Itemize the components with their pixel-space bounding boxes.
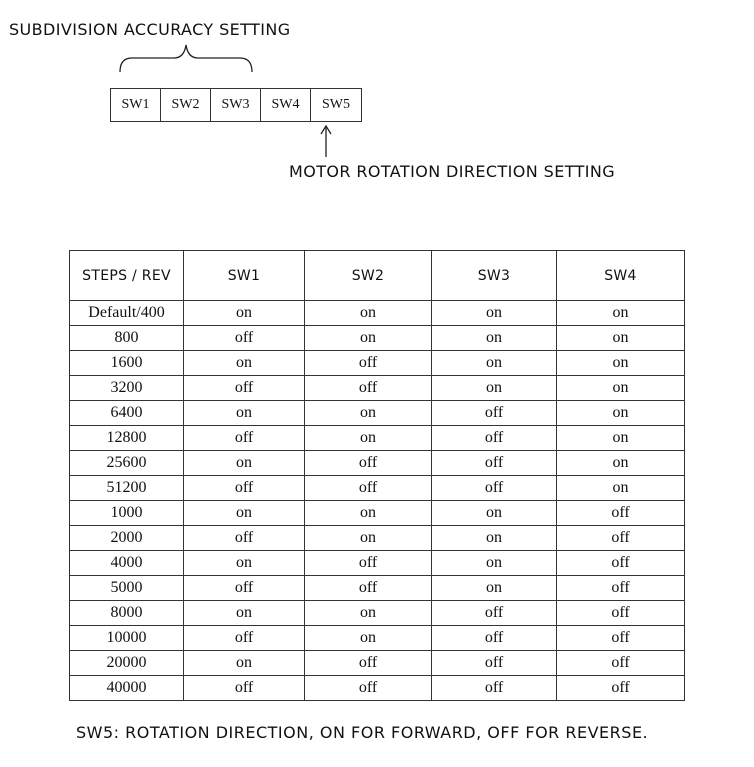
switch-state-cell: on bbox=[432, 551, 557, 576]
switch-state-cell: on bbox=[557, 376, 685, 401]
switch-state-cell: on bbox=[305, 626, 432, 651]
switch-state-cell: on bbox=[184, 451, 305, 476]
switch-state-cell: on bbox=[432, 301, 557, 326]
switch-state-cell: on bbox=[432, 326, 557, 351]
switch-state-cell: on bbox=[184, 301, 305, 326]
switch-state-cell: off bbox=[432, 451, 557, 476]
switch-label-sw3: SW3 bbox=[211, 89, 261, 121]
table-row bbox=[70, 476, 685, 501]
switch-state-cell: off bbox=[184, 626, 305, 651]
header-sw4: SW4 bbox=[557, 251, 685, 301]
switch-state-cell: off bbox=[557, 501, 685, 526]
switch-state-cell: off bbox=[305, 451, 432, 476]
switch-state-cell: off bbox=[305, 551, 432, 576]
switch-state-cell: off bbox=[432, 601, 557, 626]
header-steps-per-rev: STEPS / REV bbox=[70, 251, 184, 301]
steps-per-rev-cell: 2000 bbox=[70, 526, 184, 551]
table-row bbox=[70, 351, 685, 376]
table-row bbox=[70, 526, 685, 551]
switch-state-cell: on bbox=[305, 301, 432, 326]
switch-state-cell: on bbox=[557, 426, 685, 451]
switch-label-sw2: SW2 bbox=[161, 89, 211, 121]
steps-per-rev-cell: 8000 bbox=[70, 601, 184, 626]
header-sw2: SW2 bbox=[305, 251, 432, 301]
switch-state-cell: on bbox=[557, 401, 685, 426]
steps-per-rev-cell: 20000 bbox=[70, 651, 184, 676]
switch-state-cell: on bbox=[184, 501, 305, 526]
steps-per-rev-cell: 40000 bbox=[70, 676, 184, 701]
switch-state-cell: off bbox=[184, 426, 305, 451]
switch-state-cell: off bbox=[305, 351, 432, 376]
table-row bbox=[70, 451, 685, 476]
table-header-row bbox=[70, 251, 685, 301]
switch-state-cell: on bbox=[184, 551, 305, 576]
switch-state-cell: off bbox=[305, 576, 432, 601]
switch-state-cell: on bbox=[432, 376, 557, 401]
steps-per-rev-cell: 3200 bbox=[70, 376, 184, 401]
steps-per-rev-cell: 1600 bbox=[70, 351, 184, 376]
switch-state-cell: off bbox=[184, 576, 305, 601]
table-row bbox=[70, 576, 685, 601]
subdivision-accuracy-label: SUBDIVISION ACCURACY SETTING bbox=[9, 20, 291, 39]
curly-brace-icon bbox=[118, 42, 254, 74]
switch-state-cell: off bbox=[432, 651, 557, 676]
switch-state-cell: on bbox=[184, 601, 305, 626]
switch-state-cell: off bbox=[184, 326, 305, 351]
steps-per-rev-cell: 1000 bbox=[70, 501, 184, 526]
sw5-footnote: SW5: ROTATION DIRECTION, ON FOR FORWARD, OFF FOR REVERSE. bbox=[76, 723, 649, 742]
switch-state-cell: on bbox=[432, 351, 557, 376]
table-row bbox=[70, 376, 685, 401]
switch-state-cell: off bbox=[557, 526, 685, 551]
switch-state-cell: on bbox=[305, 326, 432, 351]
table-row bbox=[70, 551, 685, 576]
microstep-settings-table-container bbox=[69, 250, 685, 701]
steps-per-rev-cell: 5000 bbox=[70, 576, 184, 601]
switch-state-cell: off bbox=[557, 576, 685, 601]
table-row bbox=[70, 626, 685, 651]
switch-state-cell: on bbox=[305, 426, 432, 451]
arrow-up-icon bbox=[318, 124, 334, 158]
switch-state-cell: off bbox=[557, 676, 685, 701]
switch-label-sw1: SW1 bbox=[111, 89, 161, 121]
switch-state-cell: off bbox=[557, 601, 685, 626]
table-body bbox=[70, 301, 685, 701]
switch-state-cell: off bbox=[184, 526, 305, 551]
steps-per-rev-cell: 800 bbox=[70, 326, 184, 351]
table-row bbox=[70, 326, 685, 351]
table-row bbox=[70, 426, 685, 451]
switch-state-cell: on bbox=[184, 651, 305, 676]
microstep-settings-table bbox=[69, 250, 685, 701]
switch-state-cell: on bbox=[557, 451, 685, 476]
switch-state-cell: off bbox=[557, 626, 685, 651]
switch-state-cell: off bbox=[184, 476, 305, 501]
table-row bbox=[70, 401, 685, 426]
switch-state-cell: off bbox=[432, 401, 557, 426]
steps-per-rev-cell: 25600 bbox=[70, 451, 184, 476]
switch-state-cell: on bbox=[305, 401, 432, 426]
steps-per-rev-cell: Default/400 bbox=[70, 301, 184, 326]
switch-state-cell: off bbox=[432, 476, 557, 501]
steps-per-rev-cell: 12800 bbox=[70, 426, 184, 451]
switch-state-cell: off bbox=[305, 676, 432, 701]
switch-state-cell: off bbox=[305, 476, 432, 501]
table-row bbox=[70, 501, 685, 526]
header-sw1: SW1 bbox=[184, 251, 305, 301]
switch-state-cell: off bbox=[432, 676, 557, 701]
switch-state-cell: on bbox=[557, 301, 685, 326]
switch-state-cell: off bbox=[432, 426, 557, 451]
switch-state-cell: on bbox=[184, 351, 305, 376]
switch-state-cell: on bbox=[184, 401, 305, 426]
table-row bbox=[70, 676, 685, 701]
switch-state-cell: off bbox=[305, 651, 432, 676]
switch-state-cell: on bbox=[557, 326, 685, 351]
dip-switch-diagram bbox=[110, 88, 362, 122]
switch-state-cell: off bbox=[305, 376, 432, 401]
table-row bbox=[70, 301, 685, 326]
switch-state-cell: on bbox=[432, 501, 557, 526]
switch-state-cell: on bbox=[305, 501, 432, 526]
switch-state-cell: on bbox=[432, 576, 557, 601]
switch-label-sw5: SW5 bbox=[322, 97, 350, 112]
switch-state-cell: off bbox=[184, 676, 305, 701]
switch-state-cell: off bbox=[557, 651, 685, 676]
switch-state-cell: on bbox=[432, 526, 557, 551]
switch-state-cell: on bbox=[557, 476, 685, 501]
switch-state-cell: on bbox=[305, 601, 432, 626]
steps-per-rev-cell: 10000 bbox=[70, 626, 184, 651]
table-row bbox=[70, 651, 685, 676]
steps-per-rev-cell: 4000 bbox=[70, 551, 184, 576]
steps-per-rev-cell: 51200 bbox=[70, 476, 184, 501]
steps-per-rev-cell: 6400 bbox=[70, 401, 184, 426]
switch-state-cell: on bbox=[305, 526, 432, 551]
motor-rotation-direction-label: MOTOR ROTATION DIRECTION SETTING bbox=[289, 162, 616, 181]
switch-state-cell: off bbox=[184, 376, 305, 401]
switch-state-cell: off bbox=[432, 626, 557, 651]
switch-state-cell: on bbox=[557, 351, 685, 376]
table-row bbox=[70, 601, 685, 626]
header-sw3: SW3 bbox=[432, 251, 557, 301]
switch-state-cell: off bbox=[557, 551, 685, 576]
switch-label-sw4: SW4 bbox=[261, 89, 311, 121]
